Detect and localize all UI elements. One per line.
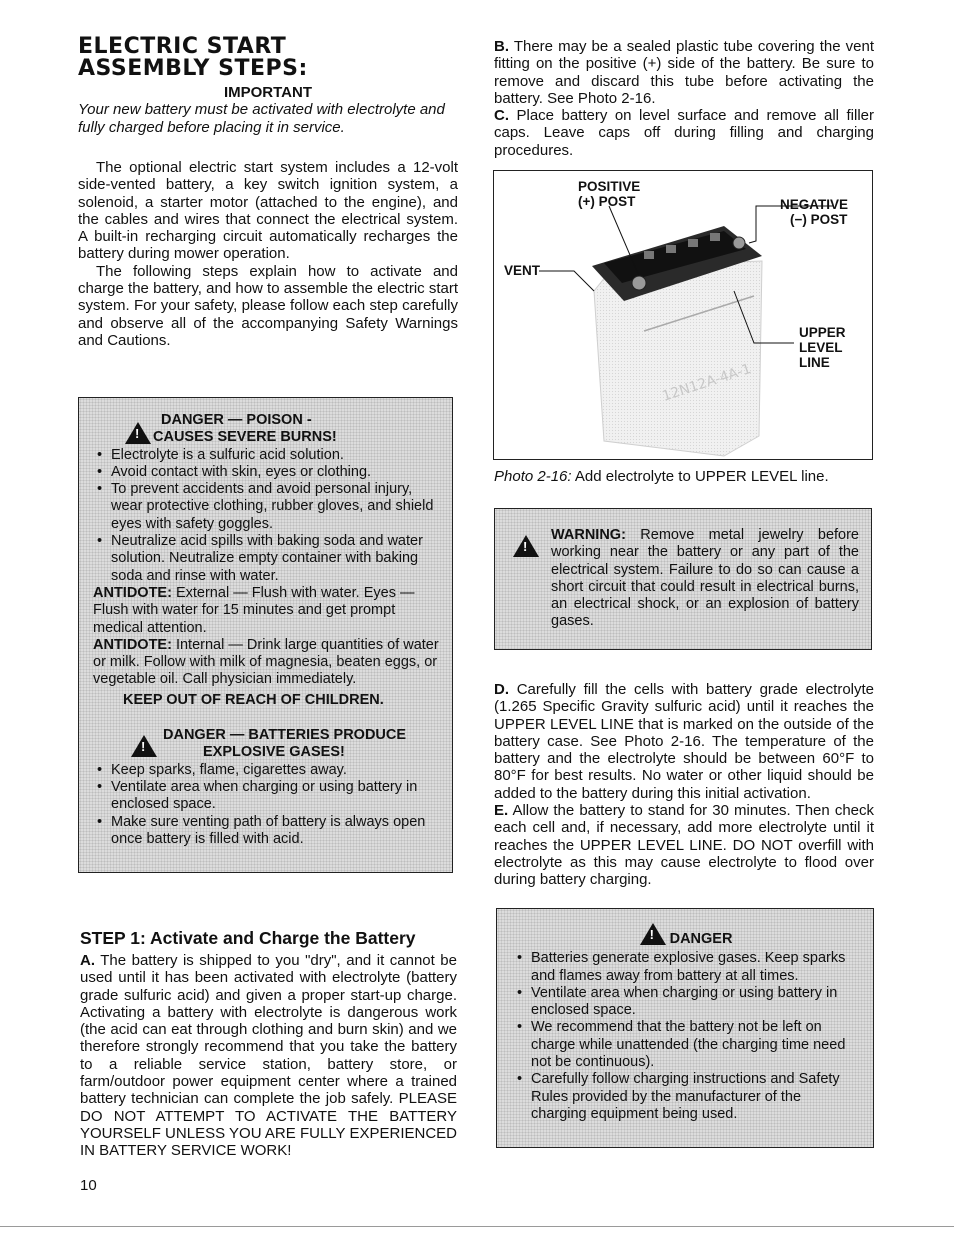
warning-triangle-icon xyxy=(513,535,539,557)
list-item: • Electrolyte is a sulfuric acid solution. xyxy=(93,447,442,464)
warning-triangle-icon xyxy=(640,923,666,945)
list-item: • Carefully follow charging instructions and Safety Rules provided by the manufacturer of the charging equipment being used. xyxy=(513,1071,859,1123)
antidote-internal: ANTIDOTE: Internal — Drink large quantities of water or milk. Follow with milk of magnesia, beaten eggs, or vegetable oil. Call physician immediately. xyxy=(93,636,439,688)
positive-post-label: POSITIVE (+) POST xyxy=(578,179,641,209)
negative-post-label: NEGATIVE (−) POST xyxy=(780,197,849,227)
page-title: ELECTRIC START ASSEMBLY STEPS: xyxy=(78,34,308,81)
left-column xyxy=(78,36,458,349)
list-item: • To prevent accidents and avoid personal injury, wear protective clothing, rubber gloves, and shield eyes with safety goggles. xyxy=(93,481,442,533)
danger-poison-box xyxy=(78,397,453,873)
list-item: • Ventilate area when charging or using battery in enclosed space. xyxy=(513,985,859,1020)
battery-model-label: 12N12A-4A-1 xyxy=(660,360,754,405)
warning-triangle-icon xyxy=(125,422,151,444)
right-column xyxy=(494,38,874,159)
list-item: • Neutralize acid spills with baking soda and water solution. Neutralize empty container with baking soda and rinse with water. xyxy=(93,533,442,585)
danger-poison-heading: ! DANGER — POISON - CAUSES SEVERE BURNS! xyxy=(153,412,442,447)
upper-level-line-label: UPPER LEVEL LINE xyxy=(799,325,846,370)
list-item: • Avoid contact with skin, eyes or clothing. xyxy=(93,464,442,481)
important-heading: IMPORTANT xyxy=(223,84,313,101)
list-item: • Keep sparks, flame, cigarettes away. xyxy=(93,762,442,779)
list-item: • Ventilate area when charging or using battery in enclosed space. xyxy=(93,779,442,814)
keep-out-notice: KEEP OUT OF REACH OF CHILDREN. xyxy=(123,691,384,708)
photo-caption: Photo 2-16: Add electrolyte to UPPER LEVEL line. xyxy=(494,468,829,485)
list-item: • We recommend that the battery not be left on charge while unattended (the charging time need not be continuous). xyxy=(513,1019,859,1071)
danger-gases-box xyxy=(496,908,874,1148)
step-e: E. Allow the battery to stand for 30 minutes. Then check each cell and, if necessary, add more electrolyte until it reaches the UPPER LEVEL LINE. DO NOT overfill with electrolyte as this may cause electrolyte to flood over during battery charging. xyxy=(494,802,874,889)
intro-paragraph-2: The following steps explain how to activate and charge the battery, and how to assemble the electric start system. For your safety, please follow each step carefully and observe all of the accompanying Safety Warnings and Cautions. xyxy=(78,262,458,349)
step-b: B. There may be a sealed plastic tube covering the vent fitting on the positive (+) side of the battery. Be sure to remove and discard this tube before activating the battery. See Photo 2-16. xyxy=(494,38,874,107)
danger-heading: ! DANGER xyxy=(513,923,859,948)
step-1-text: A. The battery is shipped to you "dry", and it cannot be used until it has been activated with electrolyte (battery grade sulfuric acid) and given a proper start-up charge. Activating a battery with electrolyte is dangerous work (the acid can eat through clothing and burn skin) and we therefore strongly recommend that you take the battery to a reliable service station, battery store, or farm/outdoor power equipment center where a trained battery technician can complete the job safely. PLEASE DO NOT ATTEMPT TO ACTIVATE THE BATTERY YOURSELF UNLESS YOU ARE FULLY EXPERIENCED IN BATTERY SERVICE WORK! xyxy=(80,952,457,1160)
antidote-external: ANTIDOTE: External — Flush with water. Eyes — Flush with water for 15 minutes and get prompt medical attention. xyxy=(93,584,415,636)
vent-label: VENT xyxy=(504,263,541,278)
list-item: • Batteries generate explosive gases. Keep sparks and flames away from battery at all times. xyxy=(513,950,859,985)
danger-poison-list xyxy=(93,447,442,585)
page-number: 10 xyxy=(80,1177,97,1194)
step-1-title: STEP 1: Activate and Charge the Battery xyxy=(80,928,416,948)
important-text: Your new battery must be activated with electrolyte and fully charged before placing it in service. xyxy=(78,101,445,136)
step-d: D. Carefully fill the cells with battery grade electrolyte (1.265 Specific Gravity sulfuric acid) until it reaches the UPPER LEVEL LINE that is marked on the outside of the battery case. See Photo 2-16. The temperature of the battery and the electrolyte should be between 60°F to 80°F for best results. No water or other liquid should be added to the battery during this initial activation. xyxy=(494,681,874,802)
intro-paragraph-1: The optional electric start system includes a 12-volt side-vented battery, a key switch ignition system, a solenoid, a starter motor (attached to the engine), and the cables and wires that connect the electrical system. A built-in recharging circuit automatically recharges the battery during mower operation. xyxy=(78,159,458,263)
step-c: C. Place battery on level surface and remove all filler caps. Leave caps off during filling and charging procedures. xyxy=(494,107,874,159)
list-item: • Make sure venting path of battery is always open once battery is filled with acid. xyxy=(93,814,442,849)
warning-triangle-icon xyxy=(131,735,157,757)
danger-explosive-list xyxy=(93,762,442,848)
battery-photo xyxy=(493,170,873,460)
scan-edge-divider xyxy=(0,1226,954,1227)
danger-explosive-heading: ! DANGER — BATTERIES PRODUCE EXPLOSIVE GASES! xyxy=(163,727,442,762)
warning-box: ! WARNING: Remove metal jewelry before working near the battery or any part of the electrical system. Failure to do so can cause a short circuit that could result in electrical burns, an electrical shock, or an explosion of battery gases. xyxy=(494,508,872,650)
danger-gases-list xyxy=(513,950,859,1123)
steps-d-e xyxy=(494,681,874,889)
